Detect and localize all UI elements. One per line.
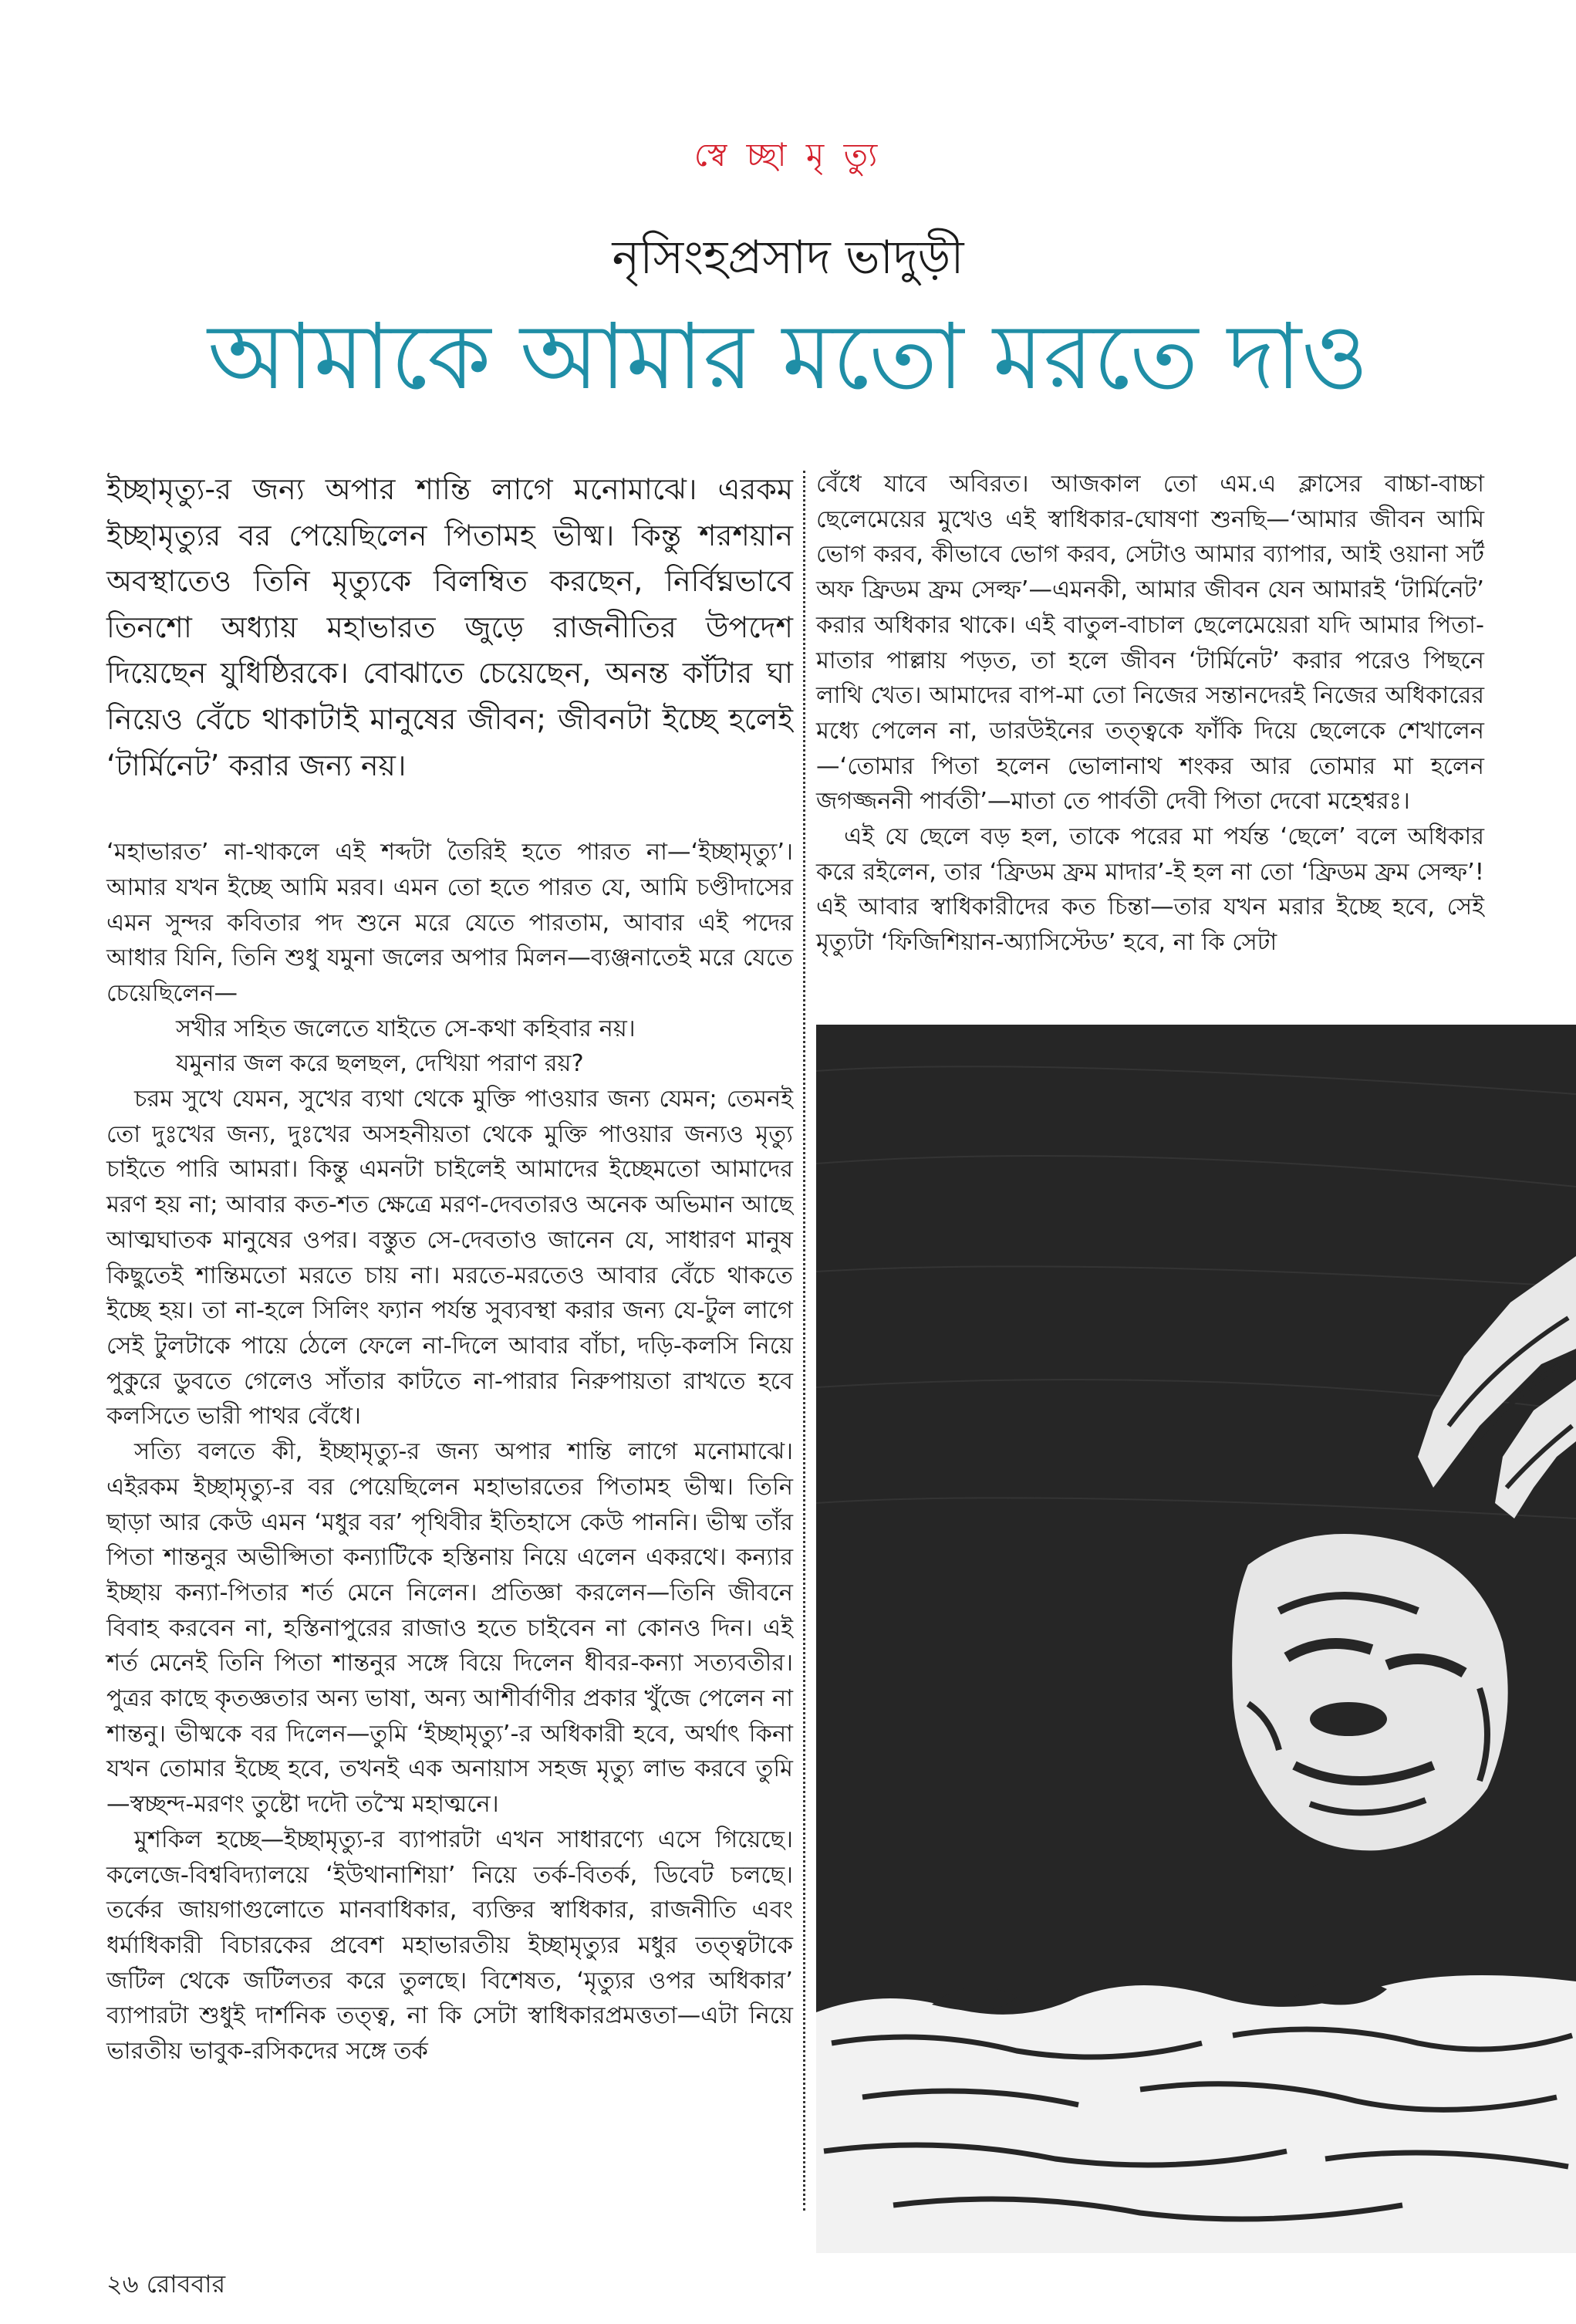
body-paragraph: এই যে ছেলে বড় হল, তাকে পরের মা পর্যন্ত ‘ছেলে’ বলে অধিকার করে রইলেন, তার ‘ফ্রিডম ফ্রম মাদার’-ই হল না তো ‘ফ্রিডম ফ্রম সেল্ফ’! এই আবার স্বাধিকারীদের কত চিন্তা—তার যখন মরার ইচ্ছে হবে, সেই মৃত্যুটা ‘ফিজিশিয়ান-অ্যাসিস্টেড’ হবে, না কি সেটা [816,823,1484,957]
column-divider [803,471,805,2211]
body-paragraph: মুশকিল হচ্ছে—ইচ্ছামৃত্যু-র ব্যাপারটা এখন সাধারণ্যে এসে গিয়েছে। কলেজে-বিশ্ববিদ্যালয়ে ‘ইউথানাশিয়া’ নিয়ে তর্ক-বিতর্ক, ডিবেট চলছে। তর্কের জায়গাগুলোতে মানবাধিকার, ব্যক্তির স্বাধিকার, রাজনীতি এবং ধর্মাধিকারী বিচারকের প্রবেশ মহাভারতীয় ইচ্ছামৃত্যুর মধুর তত্ত্বটাকে জটিল থেকে জটিলতর করে তুলছে। বিশেষত, ‘মৃত্যুর ওপর অধিকার’ ব্যাপারটা শুধুই দার্শনিক তত্ত্ব, না কি সেটা স্বাধিকারপ্রমত্ততা—এটা নিয়ে ভারতীয় ভাবুক-রসিকদের সঙ্গে তর্ক [106,1826,793,2066]
verse-line: সখীর সহিত জলেতে যাইতে সে-কথা কহিবার নয়। [176,1015,636,1042]
kicker: স্বে চ্ছা মৃ ত্যু [694,136,882,174]
body-paragraph: সত্যি বলতে কী, ইচ্ছামৃত্যু-র জন্য অপার শান্তি লাগে মনোমাঝে। এইরকম ইচ্ছামৃত্যু-র বর পেয়েছিলেন মহাভারতের পিতামহ ভীষ্ম। তিনি ছাড়া আর কেউ এমন ‘মধুর বর’ পৃথিবীর ইতিহাসে কেউ পাননি। ভীষ্ম তাঁর পিতা শান্তনুর অভীপ্সিতা কন্যাটিকে হস্তিনায় নিয়ে এলেন একরথে। কন্যার ইচ্ছায় কন্যা-পিতার শর্ত মেনে নিলেন। প্রতিজ্ঞা করলেন—তিনি জীবনে বিবাহ করবেন না, হস্তিনাপুরের রাজাও হতে চাইবেন না কোনও দিন। এই শর্ত মেনেই তিনি পিতা শান্তনুর সঙ্গে বিয়ে দিলেন ধীবর-কন্যা সত্যবতীর। পুত্রর কাছে কৃতজ্ঞতার অন্য ভাষা, অন্য আশীর্বাণীর প্রকার খুঁজে পেলেন না শান্তনু। ভীষ্মকে বর দিলেন—তুমি ‘ইচ্ছামৃত্যু’-র অধিকারী হবে, অর্থাৎ কিনা যখন তোমার ইচ্ছে হবে, তখনই এক অনায়াস সহজ মৃত্যু লাভ করবে তুমি—স্বচ্ছন্দ-মরণং তুষ্টো দদৌ তস্মৈ মহাত্মনে। [106,1438,793,1819]
right-body [816,467,1484,961]
left-column [106,467,793,2069]
lead-paragraph: ইচ্ছামৃত্যু-র জন্য অপার শান্তি লাগে মনোমাঝে। এরকম ইচ্ছামৃত্যুর বর পেয়েছিলেন পিতামহ ভীষ্ম। কিন্তু শরশয়ান অবস্থাতেও তিনি মৃত্যুকে বিলম্বিত করছেন, নির্বিঘ্নভাবে তিনশো অধ্যায় মহাভারত জুড়ে রাজনীতির উপদেশ দিয়েছেন যুধিষ্ঠিরকে। বোঝাতে চেয়েছেন, অনন্ত কাঁটার ঘা নিয়েও বেঁচে থাকাটাই মানুষের জীবন; জীবনটা ইচ্ছে হলেই ‘টার্মিনেট’ করার জন্য নয়। [106,472,793,782]
body-paragraph: চরম সুখে যেমন, সুখের ব্যথা থেকে মুক্তি পাওয়ার জন্য যেমন; তেমনই তো দুঃখের জন্য, দুঃখের অসহনীয়তা থেকে মুক্তি পাওয়ার জন্যও মৃত্যু চাইতে পারি আমরা। কিন্তু এমনটা চাইলেই আমাদের ইচ্ছেমতো আমাদের মরণ হয় না; আবার কত-শত ক্ষেত্রে মরণ-দেবতারও অনেক অভিমান আছে আত্মঘাতক মানুষের ওপর। বস্তুত সে-দেবতাও জানেন যে, সাধারণ মানুষ কিছুতেই শান্তিমতো মরতে চায় না। মরতে-মরতেও আবার বেঁচে থাকতে ইচ্ছে হয়। তা না-হলে সিলিং ফ্যান পর্যন্ত সুব্যবস্থা করার জন্য যে-টুল লাগে সেই টুলটাকে পায়ে ঠেলে ফেলে না-দিলে আবার বাঁচা, দড়ি-কলসি নিয়ে পুকুরে ডুবতে গেলেও সাঁতার কাটতে না-পারার নিরুপায়তা রাখতে হবে কলসিতে ভারী পাথর বেঁধে। [106,1086,793,1431]
woodcut-illustration [816,1025,1576,2253]
headline: আমাকে আমার মতো মরতে দাও [208,303,1368,410]
verse-line: যমুনার জল করে ছলছল, দেখিয়া পরাণ রয়? [176,1050,584,1078]
body-paragraph: বেঁধে যাবে অবিরত। আজকাল তো এম.এ ক্লাসের বাচ্চা-বাচ্চা ছেলেমেয়ের মুখেও এই স্বাধিকার-ঘোষণা শুনছি—‘আমার জীবন আমি ভোগ করব, কীভাবে ভোগ করব, সেটাও আমার ব্যাপার, আই ওয়ানা সর্ট অফ ফ্রিডম ফ্রম সেল্ফ’—এমনকী, আমার জীবন যেন আমারই ‘টার্মিনেট’ করার অধিকার থাকে। এই বাতুল-বাচাল ছেলেমেয়েরা যদি আমার পিতা-মাতার পাল্লায় পড়ত, তা হলে জীবন ‘টার্মিনেট’ করার পরেও পিছনে লাথি খেত। আমাদের বাপ-মা তো নিজের সন্তানদেরই নিজের অধিকারের মধ্যে পেলেন না, ডারউইনের তত্ত্বকে ফাঁকি দিয়ে ছেলেকে শেখালেন—‘তোমার পিতা হলেন ভোলানাথ শংকর আর তোমার মা হলেন জগজ্জননী পার্বতী’—মাতা তে পার্বতী দেবী পিতা দেবো মহেশ্বরঃ। [816,471,1484,816]
page-footer: ২৬ রোববার [106,2269,226,2299]
left-body [106,835,793,2069]
right-column [816,467,1484,961]
body-paragraph: ‘মহাভারত’ না-থাকলে এই শব্দটা তৈরিই হতে পারত না—‘ইচ্ছামৃত্যু’। আমার যখন ইচ্ছে আমি মরব। এমন তো হতে পারত যে, আমি চণ্ডীদাসের এমন সুন্দর কবিতার পদ শুনে মরে যেতে পারতাম, আবার এই পদের আধার যিনি, তিনি শুধু যমুনা জলের অপার মিলন—ব্যঞ্জনাতেই মরে যেতে চেয়েছিলেন— [106,839,793,1007]
author-name: নৃসিংহপ্রসাদ ভাদুড়ী [612,231,964,285]
